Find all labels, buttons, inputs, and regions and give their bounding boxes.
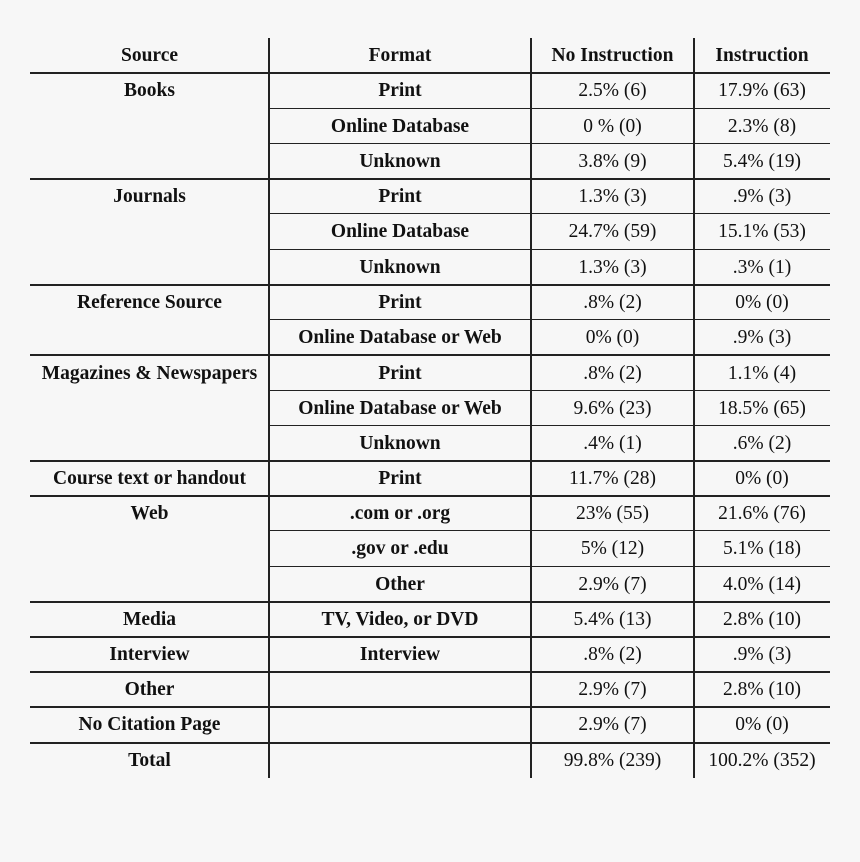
- no-instruction-cell: 5% (12): [580, 538, 645, 559]
- instruction-cell: .9% (3): [732, 186, 792, 207]
- instruction-cell: .9% (3): [732, 644, 792, 665]
- format-cell: Print: [378, 363, 422, 384]
- no-instruction-cell: 0 % (0): [583, 116, 642, 137]
- no-instruction-cell: .8% (2): [583, 292, 642, 313]
- source-cell: Course text or handout: [52, 468, 247, 489]
- format-cell: Unknown: [359, 433, 441, 454]
- header-no-instruction: No Instruction: [551, 45, 674, 66]
- no-instruction-cell: 23% (55): [575, 503, 650, 524]
- instruction-cell: 15.1% (53): [718, 221, 806, 242]
- instruction-cell: .6% (2): [732, 433, 792, 454]
- instruction-cell: 5.4% (19): [723, 151, 801, 172]
- no-instruction-cell: 2.9% (7): [578, 714, 647, 735]
- instruction-cell: 18.5% (65): [718, 398, 806, 419]
- format-cell: Online Database or Web: [298, 327, 502, 348]
- instruction-cell: 2.8% (10): [723, 679, 801, 700]
- format-cell: .gov or .edu: [351, 538, 449, 559]
- citation-sources-table: [30, 38, 830, 778]
- source-cell: Journals: [113, 186, 186, 207]
- format-cell: Unknown: [359, 151, 441, 172]
- source-cell: Media: [122, 609, 177, 630]
- format-cell: Interview: [359, 644, 441, 665]
- no-instruction-cell: 3.8% (9): [578, 151, 647, 172]
- total-label: Total: [128, 750, 171, 771]
- no-instruction-cell: 1.3% (3): [578, 257, 647, 278]
- source-cell: Reference Source: [77, 292, 222, 313]
- source-cell: Magazines & Newspapers: [41, 363, 258, 384]
- no-instruction-cell: .8% (2): [583, 644, 642, 665]
- instruction-cell: 1.1% (4): [727, 363, 797, 384]
- instruction-cell: 2.8% (10): [723, 609, 801, 630]
- instruction-cell: 2.3% (8): [727, 116, 797, 137]
- instruction-cell: 5.1% (18): [723, 538, 801, 559]
- no-instruction-cell: 2.9% (7): [578, 679, 647, 700]
- instruction-cell: 4.0% (14): [723, 574, 801, 595]
- source-cell: Web: [130, 503, 169, 524]
- instruction-cell: 0% (0): [735, 714, 789, 735]
- source-cell: No Citation Page: [78, 714, 221, 735]
- no-instruction-cell: .8% (2): [583, 363, 642, 384]
- instruction-cell: 17.9% (63): [718, 80, 806, 101]
- format-cell: Unknown: [359, 257, 441, 278]
- format-cell: Print: [378, 80, 422, 101]
- no-instruction-cell: 11.7% (28): [568, 468, 656, 489]
- no-instruction-cell: 24.7% (59): [568, 221, 657, 242]
- header-instruction: Instruction: [715, 45, 809, 66]
- instruction-cell: .9% (3): [732, 327, 792, 348]
- instruction-cell: 0% (0): [735, 292, 789, 313]
- source-cell: Other: [124, 679, 175, 700]
- no-instruction-cell: 2.5% (6): [578, 80, 647, 101]
- total-no-instruction: 99.8% (239): [563, 750, 662, 771]
- no-instruction-cell: 1.3% (3): [578, 186, 647, 207]
- format-cell: Online Database or Web: [298, 398, 502, 419]
- format-cell: .com or .org: [349, 503, 451, 524]
- format-cell: Online Database: [330, 221, 470, 242]
- header-format: Format: [368, 45, 432, 66]
- source-cell: Books: [124, 80, 175, 101]
- instruction-cell: .3% (1): [732, 257, 792, 278]
- format-cell: Print: [378, 186, 422, 207]
- format-cell: Print: [378, 468, 422, 489]
- no-instruction-cell: 5.4% (13): [573, 609, 652, 630]
- header-source: Source: [120, 45, 179, 66]
- instruction-cell: 21.6% (76): [718, 503, 806, 524]
- no-instruction-cell: .4% (1): [583, 433, 642, 454]
- no-instruction-cell: 2.9% (7): [578, 574, 647, 595]
- no-instruction-cell: 9.6% (23): [573, 398, 652, 419]
- no-instruction-cell: 0% (0): [585, 327, 640, 348]
- format-cell: Online Database: [330, 116, 470, 137]
- format-cell: Other: [375, 574, 425, 595]
- source-cell: Interview: [109, 644, 190, 665]
- format-cell: Print: [378, 292, 422, 313]
- format-cell: TV, Video, or DVD: [321, 609, 479, 630]
- instruction-cell: 0% (0): [735, 468, 789, 489]
- total-instruction: 100.2% (352): [708, 750, 816, 771]
